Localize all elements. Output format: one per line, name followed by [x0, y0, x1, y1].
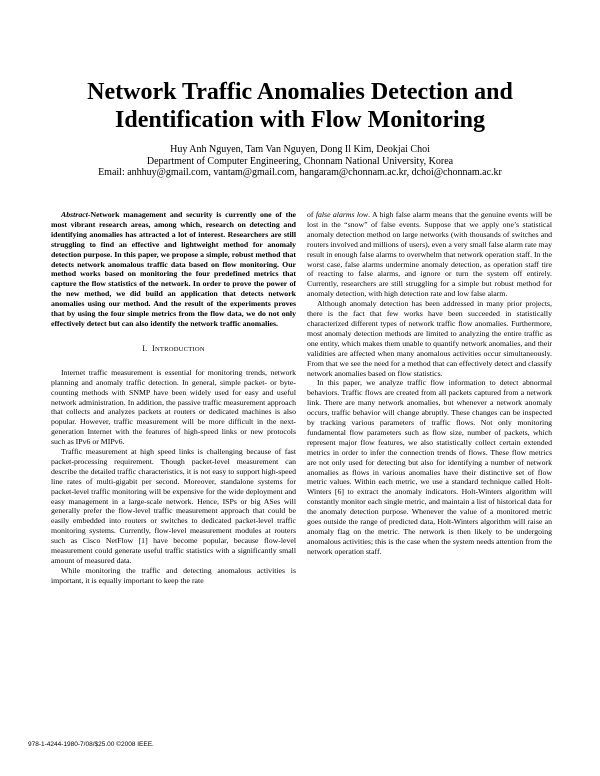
- copyright-footer: 978-1-4244-1980-7/08/$25.00 ©2008 IEEE.: [28, 741, 154, 748]
- section-title-initial: I: [152, 343, 155, 353]
- left-column: [51, 210, 296, 586]
- intro-paragraph-5: In this paper, we analyze traffic flow information to detect abnormal behaviors. Traffic flows are created from all packets captured from a network link. There are many network anomalies, but whenever a network anomaly occurs, traffic behavior will change abruptly. These changes can be inspected by tracking various parameters of traffic flows. Not only monitoring fundamental flow parameters such as flow size, number of packets, which represent major flow features, we also statistically collect certain extended metrics in order to infer the connection trends of flows. These flow metrics are not only used for detecting but also for identifying a number of network anomalies as flows in various anomalies have their distinctive set of flow metric values. Within each metric, we use a standard technique called Holt-Winters [6] to extract the anomaly indicators. Holt-Winters algorithm will constantly monitor each single metric, and maintain a list of historical data for the anomaly detection purpose. Whenever the value of a monitored metric goes outside the range of predicted data, Holt-Winters algorithm will raise an anomaly flag on the metric. The network is then likely to be undergoing anomalous activities; this is the case when the system needs attention from the network operation staff.: [307, 378, 552, 556]
- author-names: Huy Anh Nguyen, Tam Van Nguyen, Dong Il Kim, Deokjai Choi: [170, 144, 430, 155]
- intro-paragraph-4: Although anomaly detection has been addressed in many prior projects, there is the fact that few works have been succeeded in statistically characterized different types of network traffic flow anomalies. Furthermore, most anomaly detection methods are limited to analyzing the entire traffic as one entity, which makes them unable to quantify network anomalies, and their validities are affected when many anomalous activities occur simultaneously. From that we see the need for a method that can effectively detect and classify network anomalies based on flow statistics.: [307, 299, 552, 378]
- section-title-rest: NTRODUCTION: [154, 345, 205, 353]
- title-line-1: Network Traffic Anomalies Detection and: [87, 79, 513, 105]
- intro-paragraph-3: While monitoring the traffic and detecting anomalous activities is important, it is equally important to keep the rate: [51, 565, 296, 585]
- abstract-text: Network management and security is currently one of the most vibrant research areas, among which, research on detecting and identifying anomalies has attracted a lot of interest. Researchers are still struggling to find an effective and lightweight method for anomaly detection purpose. In this paper, we propose a simple, robust method that detects network anomalous traffic data based on flow monitoring. Our method works based on monitoring the four predefined metrics that capture the flow statistics of the network. In order to prove the power of the new method, we did build an application that detects network anomalies using our method. And the result of the experiments proves that by using the four simple metrics from the flow data, we do not only effectively detect but can also identify the network traffic anomalies.: [51, 210, 296, 328]
- author-block: [40, 144, 560, 179]
- right-column: [307, 210, 552, 557]
- intro-paragraph-1: Internet traffic measurement is essential for monitoring trends, network planning and anomaly traffic detection. In general, simple packet- or byte-counting methods with SNMP have been widely used for easy and useful network administration. In addition, the passive traffic measurement approach that collects and analyzes packets at routers or dedicated machines is also popular. However, traffic measurement will be more difficult in the next-generation Internet with the features of high-speed links or new protocols such as IPv6 or MIPv6.: [51, 367, 296, 447]
- abstract-label: Abstract-: [61, 210, 91, 219]
- intro-paragraph-continued: of false alarms low. A high false alarm means that the genuine events will be lost in the “snow” of false events. Suppose that we apply one’s statistical anomaly detection method on large networks (with thousands of switches and routers involved and millions of users), even a very small false alarm rate may result in enough false alarms to overwhelm that network operation staff. In the worst case, false alarms undermine anomaly detection, as operation staff tire of reacting to false alarms, and ignore or turn the system off entirely. Currently, researchers are still struggling for a simple but robust method for anomaly detection, with high detection rate and low false alarm.: [307, 210, 552, 299]
- intro-paragraph-2: Traffic measurement at high speed links is challenging because of fast packet-processing requirement. Though packet-level measurement can describe the detailed traffic characteristics, it is not easy to support high-speed line rates of multi-gigabit per second. Moreover, standalone systems for packet-level traffic monitoring will be expensive for the wide deployment and easy management in a large-scale network. Hence, ISPs or big ASes will generally prefer the flow-level traffic measurement approach that could be easily embedded into routers or switches to dedicated packet-level traffic monitoring systems. Currently, flow-level measurement modules at routers such as Cisco NetFlow [1] have become popular, because flow-level measurement could generate useful traffic statistics with a significantly small amount of measured data.: [51, 447, 296, 565]
- section-number: I.: [142, 343, 148, 353]
- title-line-2: Identification with Flow Monitoring: [115, 107, 485, 133]
- section-heading-introduction: [51, 344, 296, 355]
- author-emails: Email: anhhuy@gmail.com, vantam@gmail.com, hangaram@chonnam.ac.kr, dchoi@chonnam.ac.kr: [98, 167, 502, 178]
- abstract: [51, 210, 296, 329]
- paper-title: [60, 78, 540, 134]
- italic-false-alarms: false alarms low: [315, 210, 369, 219]
- affiliation: Department of Computer Engineering, Chonnam National University, Korea: [146, 155, 454, 167]
